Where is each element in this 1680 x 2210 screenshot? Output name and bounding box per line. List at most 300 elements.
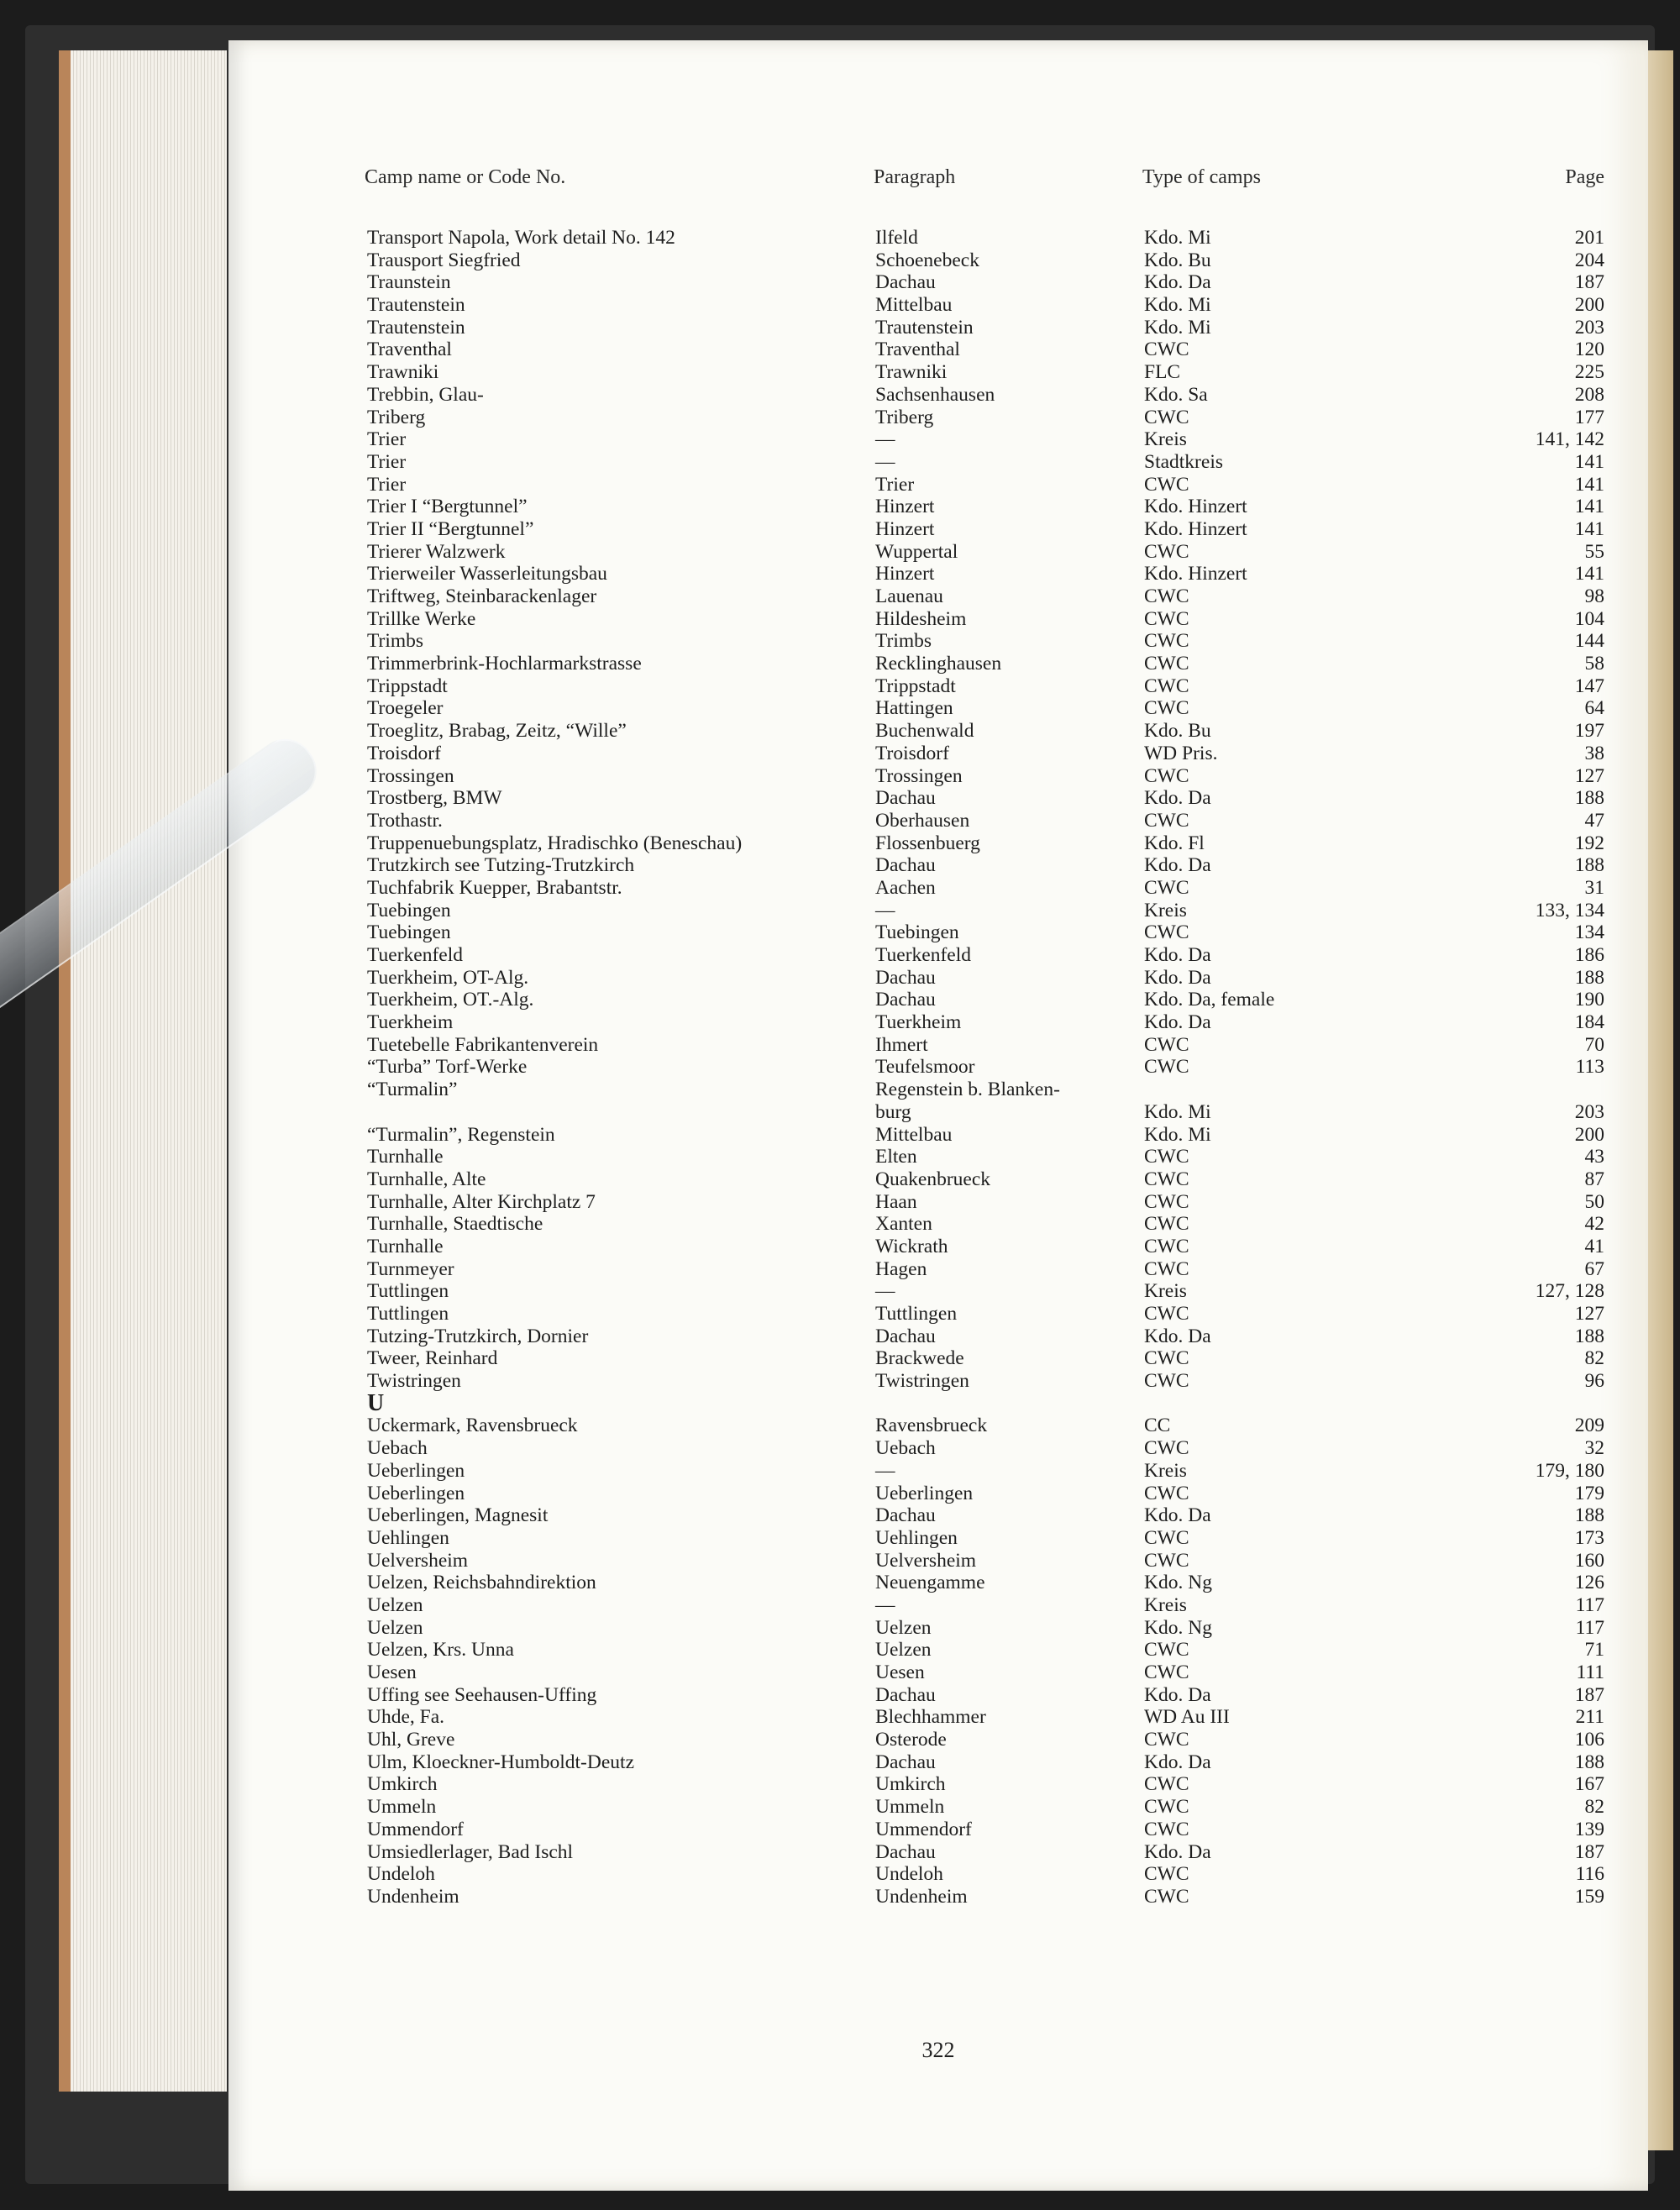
camp-name: Traventhal bbox=[367, 339, 452, 361]
camp-type: Kdo. Da bbox=[1144, 854, 1211, 877]
index-row bbox=[228, 720, 1648, 743]
camp-type: Kdo. Mi bbox=[1144, 1123, 1211, 1146]
index-row bbox=[228, 1863, 1648, 1886]
paragraph: Hagen bbox=[875, 1257, 927, 1280]
camp-type: Kdo. Fl bbox=[1144, 832, 1205, 854]
paragraph: Hinzert bbox=[875, 496, 935, 518]
page-ref: 41 bbox=[1584, 1235, 1604, 1257]
camp-type: CWC bbox=[1144, 1437, 1189, 1460]
camp-name: Tuerkenfeld bbox=[367, 944, 464, 966]
camp-type: CWC bbox=[1144, 809, 1189, 832]
page-ref: 187 bbox=[1574, 1683, 1604, 1706]
camp-type: Kdo. Mi bbox=[1144, 227, 1211, 249]
paragraph: Hinzert bbox=[875, 517, 935, 540]
index-row bbox=[228, 1639, 1648, 1661]
camp-type: CWC bbox=[1144, 1661, 1189, 1683]
index-row bbox=[228, 1594, 1648, 1617]
page-ref: 70 bbox=[1584, 1033, 1604, 1056]
camp-name: Tuebingen bbox=[367, 921, 451, 944]
camp-name: Uelzen bbox=[367, 1616, 423, 1639]
paragraph: Undenheim bbox=[875, 1885, 968, 1908]
page-ref: 64 bbox=[1584, 697, 1604, 720]
page-ref: 141 bbox=[1574, 563, 1604, 585]
page-ref: 38 bbox=[1584, 742, 1604, 764]
camp-type: Kdo. Da bbox=[1144, 1325, 1211, 1347]
camp-name: Turnhalle, Staedtische bbox=[367, 1213, 543, 1236]
page-ref: 139 bbox=[1574, 1818, 1604, 1840]
page-ref: 111 bbox=[1576, 1661, 1604, 1683]
camp-type: Kdo. Ng bbox=[1144, 1572, 1212, 1594]
camp-type: Kdo. Da bbox=[1144, 944, 1211, 966]
camp-type: Kdo. Hinzert bbox=[1144, 563, 1247, 585]
page-ref: 204 bbox=[1574, 249, 1604, 271]
camp-name: Trautenstein bbox=[367, 294, 465, 317]
camp-name: Tweer, Reinhard bbox=[367, 1347, 498, 1370]
camp-name: Trippstadt bbox=[367, 675, 448, 697]
camp-name: Uelversheim bbox=[367, 1549, 469, 1572]
page-ref: 67 bbox=[1584, 1257, 1604, 1280]
paragraph: Flossenbuerg bbox=[875, 832, 980, 854]
paragraph: Tuebingen bbox=[875, 921, 959, 944]
paragraph: Ueberlingen bbox=[875, 1482, 974, 1504]
page-ref: 208 bbox=[1574, 383, 1604, 406]
camp-type: WD Au III bbox=[1144, 1706, 1230, 1729]
camp-type: CWC bbox=[1144, 1639, 1189, 1661]
page-ref: 188 bbox=[1574, 966, 1604, 989]
index-row bbox=[228, 675, 1648, 698]
index-row bbox=[228, 1819, 1648, 1841]
camp-type: Kdo. Da bbox=[1144, 1683, 1211, 1706]
paragraph: Uebach bbox=[875, 1437, 936, 1460]
camp-type: Kreis bbox=[1144, 1459, 1187, 1482]
camp-name: Ulm, Kloeckner-Humboldt-Deutz bbox=[367, 1751, 634, 1773]
camp-name: Trausport Siegfried bbox=[367, 249, 521, 271]
camp-name: Tutzing-Trutzkirch, Dornier bbox=[367, 1325, 589, 1347]
index-row bbox=[228, 697, 1648, 720]
paragraph: Dachau bbox=[875, 1325, 936, 1347]
camp-type: CWC bbox=[1144, 607, 1189, 630]
paragraph: Dachau bbox=[875, 1840, 936, 1863]
index-row bbox=[228, 1034, 1648, 1057]
camp-type: CWC bbox=[1144, 1347, 1189, 1370]
page-ref: 113 bbox=[1575, 1056, 1604, 1079]
camp-type: Kdo. Da bbox=[1144, 271, 1211, 294]
index-row bbox=[228, 989, 1648, 1011]
paragraph: Xanten bbox=[875, 1213, 932, 1236]
camp-type: Kdo. Da bbox=[1144, 1751, 1211, 1773]
page-ref: 188 bbox=[1574, 787, 1604, 810]
camp-name: Tuttlingen bbox=[367, 1303, 449, 1325]
index-row bbox=[228, 249, 1648, 272]
index-row bbox=[228, 1191, 1648, 1214]
camp-name: Tuerkheim, OT.-Alg. bbox=[367, 989, 534, 1011]
page-ref: 141 bbox=[1574, 496, 1604, 518]
camp-name: Twistringen bbox=[367, 1370, 461, 1393]
index-row bbox=[228, 1280, 1648, 1303]
camp-type: CWC bbox=[1144, 1033, 1189, 1056]
section-letter bbox=[228, 1389, 1648, 1416]
page-ref: 197 bbox=[1574, 720, 1604, 743]
camp-type: CWC bbox=[1144, 630, 1189, 653]
camp-type: CWC bbox=[1144, 1482, 1189, 1504]
page-ref: 188 bbox=[1574, 1325, 1604, 1347]
paragraph: Brackwede bbox=[875, 1347, 964, 1370]
paragraph: Trossingen bbox=[875, 764, 963, 787]
camp-type: CWC bbox=[1144, 1863, 1189, 1886]
index-row bbox=[228, 921, 1648, 944]
index-row bbox=[228, 1011, 1648, 1034]
camp-name: Troisdorf bbox=[367, 742, 441, 764]
paragraph: Tuerkheim bbox=[875, 1011, 962, 1034]
page-ref: 187 bbox=[1574, 1840, 1604, 1863]
page-ref: 43 bbox=[1584, 1146, 1604, 1168]
camp-type: CWC bbox=[1144, 675, 1189, 697]
index-row bbox=[228, 1370, 1648, 1393]
camp-name: Triftweg, Steinbarackenlager bbox=[367, 585, 597, 607]
page-ref: 71 bbox=[1584, 1639, 1604, 1661]
page-ref: 201 bbox=[1574, 227, 1604, 249]
camp-name: Troegeler bbox=[367, 697, 444, 720]
camp-name: Tuetebelle Fabrikantenverein bbox=[367, 1033, 599, 1056]
index-entries bbox=[228, 227, 1648, 1908]
page-ref: 159 bbox=[1574, 1885, 1604, 1908]
paragraph: Neuengamme bbox=[875, 1572, 985, 1594]
index-row bbox=[228, 541, 1648, 564]
index-row bbox=[228, 810, 1648, 832]
camp-type: Kdo. Ng bbox=[1144, 1616, 1212, 1639]
camp-name: Truppenuebungsplatz, Hradischko (Beneschau) bbox=[367, 832, 743, 854]
index-row bbox=[228, 1661, 1648, 1684]
index-row bbox=[228, 1527, 1648, 1550]
page-ref: 179 bbox=[1574, 1482, 1604, 1504]
index-row bbox=[228, 1617, 1648, 1640]
paragraph: Tuerkenfeld bbox=[875, 944, 972, 966]
camp-type: Kreis bbox=[1144, 899, 1187, 921]
page-ref: 120 bbox=[1574, 339, 1604, 361]
camp-name: “Turba” Torf-Werke bbox=[367, 1056, 528, 1079]
page-ref: 144 bbox=[1574, 630, 1604, 653]
index-row bbox=[228, 1706, 1648, 1729]
page-ref: 187 bbox=[1574, 271, 1604, 294]
camp-type: CWC bbox=[1144, 764, 1189, 787]
page-ref: 184 bbox=[1574, 1011, 1604, 1034]
camp-type: CWC bbox=[1144, 473, 1189, 496]
camp-name: Uhl, Greve bbox=[367, 1729, 455, 1751]
paragraph: burg bbox=[875, 1100, 911, 1123]
index-row bbox=[228, 1684, 1648, 1707]
page-ref: 126 bbox=[1574, 1572, 1604, 1594]
index-row bbox=[228, 1236, 1648, 1258]
camp-type: CWC bbox=[1144, 653, 1189, 675]
camp-name: Trostberg, BMW bbox=[367, 787, 502, 810]
paragraph: Ilfeld bbox=[875, 227, 918, 249]
camp-type: Kreis bbox=[1144, 1593, 1187, 1616]
index-row bbox=[228, 1303, 1648, 1325]
camp-name: Trothastr. bbox=[367, 809, 443, 832]
paragraph: — bbox=[875, 450, 895, 473]
index-row bbox=[228, 1841, 1648, 1864]
camp-type: Kreis bbox=[1144, 1280, 1187, 1303]
index-row bbox=[228, 630, 1648, 653]
page-ref: 116 bbox=[1575, 1863, 1604, 1886]
index-row bbox=[228, 271, 1648, 294]
camp-name: “Turmalin”, Regenstein bbox=[367, 1123, 555, 1146]
index-row bbox=[228, 451, 1648, 474]
camp-type: Kdo. Bu bbox=[1144, 720, 1211, 743]
paragraph: — bbox=[875, 428, 895, 451]
page-ref: 42 bbox=[1584, 1213, 1604, 1236]
camp-name: Tuerkheim bbox=[367, 1011, 454, 1034]
camp-name: Undenheim bbox=[367, 1885, 459, 1908]
paragraph: Tuttlingen bbox=[875, 1303, 958, 1325]
page-ref: 58 bbox=[1584, 653, 1604, 675]
paragraph: Trimbs bbox=[875, 630, 932, 653]
camp-type: CWC bbox=[1144, 585, 1189, 607]
paragraph: Ummendorf bbox=[875, 1818, 972, 1840]
camp-name: Uesen bbox=[367, 1661, 417, 1683]
index-row bbox=[228, 1729, 1648, 1751]
camp-name: Turnhalle, Alte bbox=[367, 1168, 486, 1190]
camp-type: Kdo. Mi bbox=[1144, 1100, 1211, 1123]
camp-name: Trierer Walzwerk bbox=[367, 540, 506, 563]
camp-name: Trier bbox=[367, 428, 407, 451]
index-row bbox=[228, 765, 1648, 788]
paragraph: — bbox=[875, 1459, 895, 1482]
page-ref: 209 bbox=[1574, 1415, 1604, 1437]
index-row bbox=[228, 854, 1648, 877]
camp-name: Umsiedlerlager, Bad Ischl bbox=[367, 1840, 574, 1863]
camp-name: Ummendorf bbox=[367, 1818, 464, 1840]
index-row bbox=[228, 339, 1648, 361]
camp-type: CWC bbox=[1144, 1729, 1189, 1751]
page-ref: 117 bbox=[1575, 1593, 1604, 1616]
index-row bbox=[228, 1483, 1648, 1505]
page-ref: 147 bbox=[1574, 675, 1604, 697]
index-row bbox=[228, 743, 1648, 765]
camp-type: CWC bbox=[1144, 1549, 1189, 1572]
camp-type: CWC bbox=[1144, 540, 1189, 563]
camp-type: Stadtkreis bbox=[1144, 450, 1223, 473]
paragraph: Troisdorf bbox=[875, 742, 949, 764]
header-camp-name: Camp name or Code No. bbox=[365, 166, 566, 188]
index-row bbox=[228, 1325, 1648, 1348]
page-ref: 192 bbox=[1574, 832, 1604, 854]
page-ref: 188 bbox=[1574, 854, 1604, 877]
paragraph: Trippstadt bbox=[875, 675, 956, 697]
page-ref: 141 bbox=[1574, 473, 1604, 496]
camp-type: Kdo. Da bbox=[1144, 787, 1211, 810]
camp-type: WD Pris. bbox=[1144, 742, 1218, 764]
camp-type: Kdo. Hinzert bbox=[1144, 496, 1247, 518]
page-ref: 82 bbox=[1584, 1347, 1604, 1370]
paragraph: — bbox=[875, 1593, 895, 1616]
index-row bbox=[228, 1773, 1648, 1796]
paragraph: Dachau bbox=[875, 1504, 936, 1527]
page-number: 322 bbox=[921, 2038, 955, 2062]
camp-name: Uelzen, Krs. Unna bbox=[367, 1639, 514, 1661]
camp-name: Tuebingen bbox=[367, 899, 451, 921]
index-row bbox=[228, 585, 1648, 608]
paragraph: Undeloh bbox=[875, 1863, 943, 1886]
index-row bbox=[228, 1460, 1648, 1483]
index-row bbox=[228, 1213, 1648, 1236]
index-row bbox=[228, 1079, 1648, 1101]
camp-name: Tuerkheim, OT-Alg. bbox=[367, 966, 529, 989]
camp-name: Triberg bbox=[367, 406, 426, 428]
camp-type: CWC bbox=[1144, 1257, 1189, 1280]
index-row bbox=[228, 1437, 1648, 1460]
page-ref: 117 bbox=[1575, 1616, 1604, 1639]
paragraph: Triberg bbox=[875, 406, 934, 428]
camp-type: CWC bbox=[1144, 1818, 1189, 1840]
camp-type: Kdo. Bu bbox=[1144, 249, 1211, 271]
index-row bbox=[228, 384, 1648, 407]
camp-type: Kdo. Da, female bbox=[1144, 989, 1275, 1011]
camp-name: Trebbin, Glau- bbox=[367, 383, 484, 406]
page-ref: 133, 134 bbox=[1535, 899, 1604, 921]
page-ref: 141 bbox=[1574, 517, 1604, 540]
index-row bbox=[228, 317, 1648, 339]
camp-name: Ueberlingen bbox=[367, 1482, 465, 1504]
page-ref: 173 bbox=[1574, 1526, 1604, 1549]
page-ref: 106 bbox=[1574, 1729, 1604, 1751]
page-ref: 179, 180 bbox=[1535, 1459, 1604, 1482]
camp-name: Ueberlingen, Magnesit bbox=[367, 1504, 549, 1527]
camp-name: Trier II “Bergtunnel” bbox=[367, 517, 534, 540]
index-row bbox=[228, 1550, 1648, 1572]
index-row bbox=[228, 1796, 1648, 1819]
camp-type: CWC bbox=[1144, 406, 1189, 428]
page-ref: 141, 142 bbox=[1535, 428, 1604, 451]
page-ref: 211 bbox=[1575, 1706, 1604, 1729]
camp-name: Uelzen, Reichsbahndirektion bbox=[367, 1572, 596, 1594]
page-ref: 47 bbox=[1584, 809, 1604, 832]
camp-name: Trossingen bbox=[367, 764, 454, 787]
index-row bbox=[228, 1886, 1648, 1908]
paragraph: Dachau bbox=[875, 787, 936, 810]
paragraph: Umkirch bbox=[875, 1773, 946, 1796]
camp-name: Uelzen bbox=[367, 1593, 423, 1616]
camp-name: Turnmeyer bbox=[367, 1257, 454, 1280]
paragraph: Regenstein b. Blanken- bbox=[875, 1079, 1060, 1101]
page-ref: 186 bbox=[1574, 944, 1604, 966]
paragraph: Ihmert bbox=[875, 1033, 928, 1056]
index-row bbox=[228, 944, 1648, 967]
page-ref: 127 bbox=[1574, 1303, 1604, 1325]
paragraph: Haan bbox=[875, 1190, 917, 1213]
camp-type: CWC bbox=[1144, 1213, 1189, 1236]
index-row bbox=[228, 1347, 1648, 1370]
camp-type: CWC bbox=[1144, 921, 1189, 944]
paragraph: Uelzen bbox=[875, 1639, 932, 1661]
camp-name: Trier bbox=[367, 450, 407, 473]
paragraph: Mittelbau bbox=[875, 1123, 953, 1146]
index-row bbox=[228, 832, 1648, 855]
camp-name: Umkirch bbox=[367, 1773, 438, 1796]
camp-name: Trillke Werke bbox=[367, 607, 476, 630]
camp-type: CWC bbox=[1144, 1303, 1189, 1325]
paragraph: Hildesheim bbox=[875, 607, 967, 630]
camp-name: Trierweiler Wasserleitungsbau bbox=[367, 563, 607, 585]
camp-name: Trawniki bbox=[367, 361, 439, 384]
camp-type: CWC bbox=[1144, 1370, 1189, 1393]
paragraph: Uehlingen bbox=[875, 1526, 958, 1549]
camp-name: “Turmalin” bbox=[367, 1079, 458, 1101]
section-label: U bbox=[367, 1389, 385, 1416]
page-ref: 82 bbox=[1584, 1796, 1604, 1819]
page-ref: 134 bbox=[1574, 921, 1604, 944]
index-row bbox=[228, 1751, 1648, 1774]
camp-type: Kdo. Mi bbox=[1144, 316, 1211, 339]
camp-type: Kreis bbox=[1144, 428, 1187, 451]
index-row bbox=[228, 1056, 1648, 1079]
paragraph: Uelversheim bbox=[875, 1549, 977, 1572]
camp-name: Uffing see Seehausen-Uffing bbox=[367, 1683, 597, 1706]
camp-type: FLC bbox=[1144, 361, 1181, 384]
camp-type: Kdo. Mi bbox=[1144, 294, 1211, 317]
index-row bbox=[228, 518, 1648, 541]
index-row bbox=[228, 361, 1648, 384]
camp-type: Kdo. Da bbox=[1144, 966, 1211, 989]
index-row bbox=[228, 608, 1648, 631]
page-ref: 127 bbox=[1574, 764, 1604, 787]
page-ref: 31 bbox=[1584, 876, 1604, 899]
camp-type: Kdo. Sa bbox=[1144, 383, 1208, 406]
camp-type: CWC bbox=[1144, 1146, 1189, 1168]
paragraph: Wuppertal bbox=[875, 540, 958, 563]
index-row bbox=[228, 653, 1648, 675]
page-ref: 188 bbox=[1574, 1504, 1604, 1527]
paragraph: Teufelsmoor bbox=[875, 1056, 975, 1079]
index-row bbox=[228, 1504, 1648, 1527]
index-row bbox=[228, 1258, 1648, 1281]
index-row bbox=[228, 428, 1648, 451]
paragraph: Traventhal bbox=[875, 339, 960, 361]
camp-name: Troeglitz, Brabag, Zeitz, “Wille” bbox=[367, 720, 627, 743]
camp-name: Trier I “Bergtunnel” bbox=[367, 496, 528, 518]
index-row bbox=[228, 227, 1648, 249]
paragraph: Oberhausen bbox=[875, 809, 970, 832]
paragraph: Elten bbox=[875, 1146, 917, 1168]
camp-name: Trimmerbrink-Hochlarmarkstrasse bbox=[367, 653, 642, 675]
paragraph: Osterode bbox=[875, 1729, 947, 1751]
camp-type: CWC bbox=[1144, 1235, 1189, 1257]
paragraph: Hinzert bbox=[875, 563, 935, 585]
camp-name: Uehlingen bbox=[367, 1526, 449, 1549]
paragraph: Recklinghausen bbox=[875, 653, 1002, 675]
camp-name: Ummeln bbox=[367, 1796, 437, 1819]
camp-type: CWC bbox=[1144, 339, 1189, 361]
camp-type: CWC bbox=[1144, 1885, 1189, 1908]
page-ref: 32 bbox=[1584, 1437, 1604, 1460]
page-ref: 200 bbox=[1574, 294, 1604, 317]
paragraph: Trawniki bbox=[875, 361, 948, 384]
paragraph: — bbox=[875, 899, 895, 921]
paragraph: Uelzen bbox=[875, 1616, 932, 1639]
camp-name: Turnhalle bbox=[367, 1235, 444, 1257]
paragraph: Blechhammer bbox=[875, 1706, 986, 1729]
index-row bbox=[228, 787, 1648, 810]
index-row bbox=[228, 496, 1648, 518]
paragraph: — bbox=[875, 1280, 895, 1303]
paragraph: Ravensbrueck bbox=[875, 1415, 988, 1437]
camp-name: Ueberlingen bbox=[367, 1459, 465, 1482]
paragraph: Uesen bbox=[875, 1661, 925, 1683]
camp-name: Tuchfabrik Kuepper, Brabantstr. bbox=[367, 876, 622, 899]
paragraph: Trier bbox=[875, 473, 915, 496]
camp-name: Transport Napola, Work detail No. 142 bbox=[367, 227, 675, 249]
paragraph: Twistringen bbox=[875, 1370, 969, 1393]
